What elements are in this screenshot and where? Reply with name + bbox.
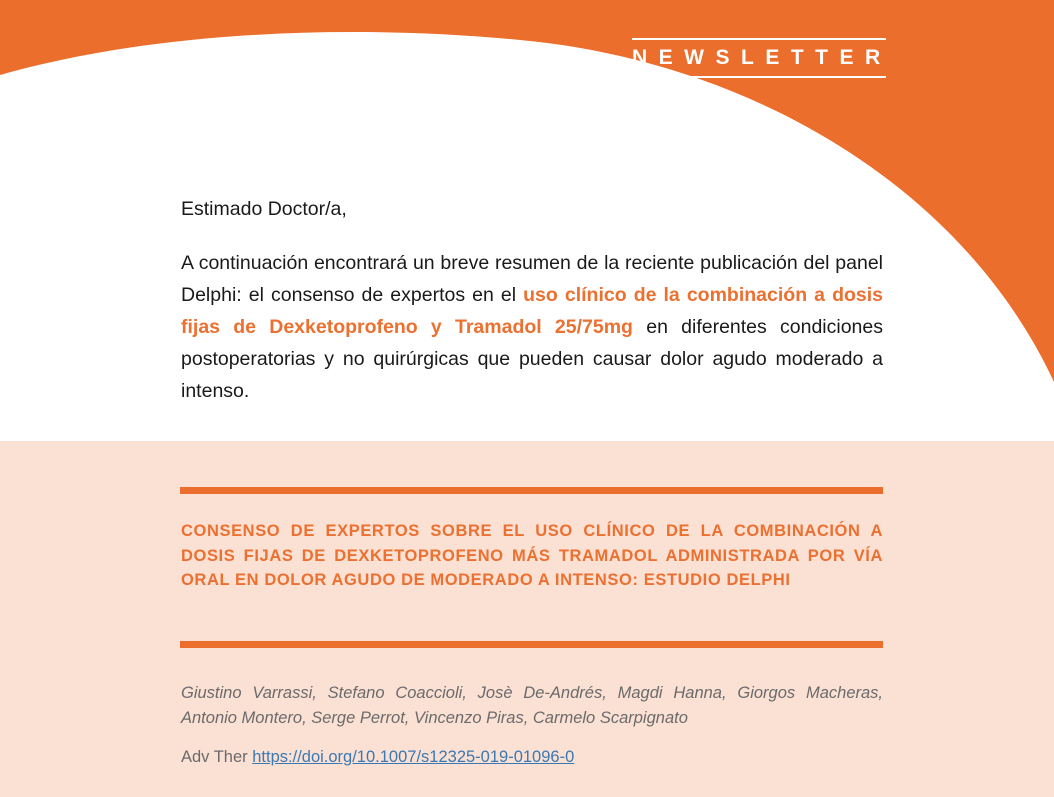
divider-bottom (180, 641, 883, 648)
divider-top (180, 487, 883, 494)
article-title: CONSENSO DE EXPERTOS SOBRE EL USO CLÍNICO DE LA COMBINACIÓN A DOSIS FIJAS DE DEXKETOPROFENO MÁS TRAMADOL ADMINISTRADA POR VÍA ORAL EN DOLOR AGUDO DE MODERADO A INTENSO: ESTUDIO DELPHI (181, 522, 883, 589)
highlighted-topic: uso clínico de la combinación a dosis fijas de Dexketoprofeno y Tramadol 25/75mg (181, 284, 883, 338)
doi-link[interactable]: https://doi.org/10.1007/s12325-019-01096-0 (252, 748, 575, 766)
author-list: Giustino Varrassi, Stefano Coaccioli, Josè De-Andrés, Magdi Hanna, Giorgos Macheras, Antonio Montero, Serge Perrot, Vincenzo Piras, Carmelo Scarpignato (181, 684, 883, 727)
newsletter-label: NEWSLETTER (632, 38, 886, 78)
intro-text: A continuación encontrará un breve resumen de la reciente publicación del panel Delphi: el consenso de expertos en el (181, 252, 883, 306)
intro-paragraph (181, 247, 883, 407)
article-panel (0, 441, 1054, 797)
journal-name: Adv Ther (181, 748, 248, 766)
outro-text: en diferentes condiciones postoperatorias y no quirúrgicas que pueden causar dolor agudo moderado a intenso. (181, 316, 883, 402)
citation (181, 746, 574, 768)
greeting: Estimado Doctor/a, (181, 198, 347, 220)
